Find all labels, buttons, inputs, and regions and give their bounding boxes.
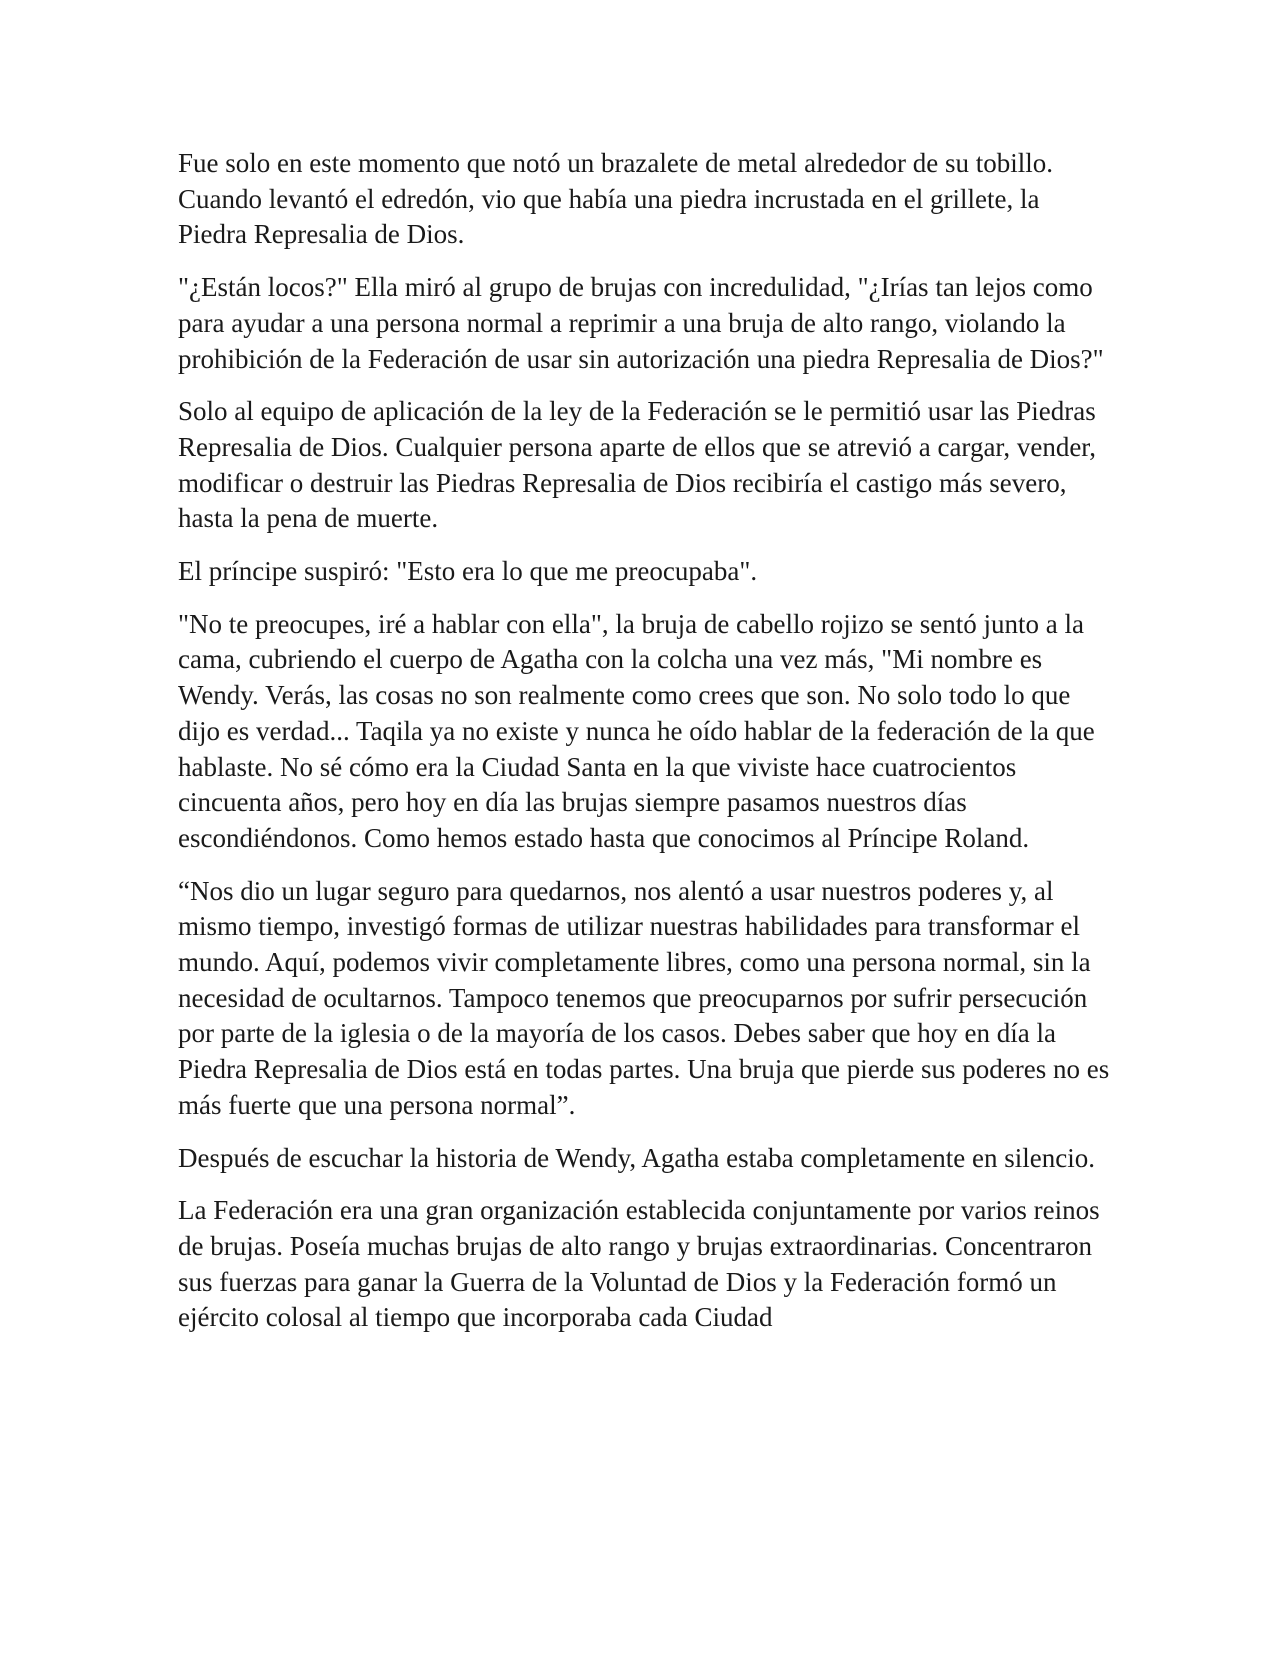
paragraph-7: Después de escuchar la historia de Wendy, Agatha estaba completamente en silencio. bbox=[178, 1142, 1095, 1173]
paragraph-3: Solo al equipo de aplicación de la ley de la Federación se le permitió usar las Piedras Represalia de Dios. Cualquier persona aparte de ellos que se atrevió a cargar, vender, modificar o destruir las Piedras Represalia de Dios recibiría el castigo más severo, hasta la pena de muerte. bbox=[178, 396, 1096, 534]
paragraph-6: “Nos dio un lugar seguro para quedarnos, nos alentó a usar nuestros poderes y, al mismo tiempo, investigó formas de utilizar nuestras habilidades para transformar el mundo. Aquí, podemos vivir completamente libres, como una persona normal, sin la necesidad de ocultarnos. Tampoco tenemos que preocuparnos por sufrir persecución por parte de la iglesia o de la mayoría de los casos. Debes saber que hoy en día la Piedra Represalia de Dios está en todas partes. Una bruja que pierde sus poderes no es más fuerte que una persona normal”. bbox=[178, 875, 1110, 1120]
paragraph-4: El príncipe suspiró: "Esto era lo que me preocupaba". bbox=[178, 556, 758, 587]
paragraph-2: "¿Están locos?" Ella miró al grupo de brujas con incredulidad, "¿Irías tan lejos como para ayudar a una persona normal a reprimir a una bruja de alto rango, violando la prohibición de la Federación de usar sin autorización una piedra Represalia de Dios?" bbox=[178, 272, 1104, 374]
paragraph-1: Fue solo en este momento que notó un brazalete de metal alrededor de su tobillo. Cuando levantó el edredón, vio que había una piedra incrustada en el grillete, la Piedra Represalia de Dios. bbox=[178, 148, 1053, 250]
paragraph-8: La Federación era una gran organización establecida conjuntamente por varios reinos de brujas. Poseía muchas brujas de alto rango y brujas extraordinarias. Concentraron sus fuerzas para ganar la Guerra de la Voluntad de Dios y la Federación formó un ejército colosal al tiempo que incorporaba cada Ciudad bbox=[178, 1195, 1100, 1333]
document-body bbox=[178, 146, 1113, 1353]
paragraph-5: "No te preocupes, iré a hablar con ella", la bruja de cabello rojizo se sentó junto a la cama, cubriendo el cuerpo de Agatha con la colcha una vez más, "Mi nombre es Wendy. Verás, las cosas no son realmente como crees que son. No solo todo lo que dijo es verdad... Taqila ya no existe y nunca he oído hablar de la federación de la que hablaste. No sé cómo era la Ciudad Santa en la que viviste hace cuatrocientos cincuenta años, pero hoy en día las brujas siempre pasamos nuestros días escondiéndonos. Como hemos estado hasta que conocimos al Príncipe Roland. bbox=[178, 608, 1095, 853]
